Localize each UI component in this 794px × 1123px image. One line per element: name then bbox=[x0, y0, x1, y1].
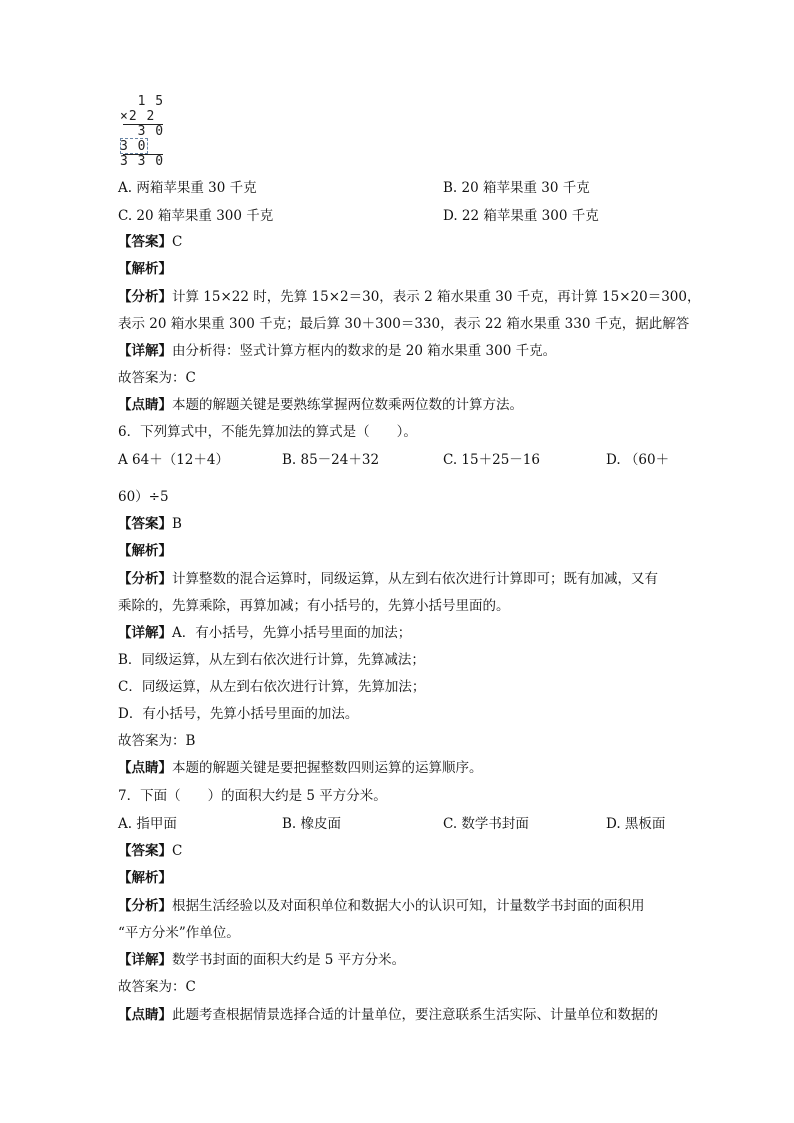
q5-dianjing bbox=[118, 395, 523, 415]
q6-dianjing bbox=[118, 758, 483, 778]
q5-analysis-heading bbox=[118, 259, 172, 279]
dianjing-tag: 【点睛】 bbox=[118, 397, 172, 413]
dianjing-text: 本题的解题关键是要把握整数四则运算的运算顺序。 bbox=[172, 760, 483, 776]
vertical-row-multiplier: ×2 2 bbox=[120, 109, 156, 124]
xiangjie-text: A．有小括号，先算小括号里面的加法； bbox=[172, 625, 412, 641]
q5-option-d: D. 22 箱苹果重 300 千克 bbox=[443, 208, 599, 224]
q7-dianjing bbox=[118, 1005, 658, 1025]
q6-final-answer: 故答案为：B bbox=[118, 733, 196, 749]
xiangjie-tag: 【详解】 bbox=[118, 343, 172, 359]
q7-fenxi-line-1 bbox=[118, 896, 645, 916]
vertical-row-partial-1: 3 0 bbox=[120, 124, 165, 139]
answer-value: C bbox=[172, 234, 183, 250]
q6-option-d: D. （60＋ bbox=[606, 452, 670, 468]
q6-option-b: B. 85－24＋32 bbox=[282, 452, 380, 468]
fenxi-tag: 【分析】 bbox=[118, 898, 172, 914]
q7-xiangjie bbox=[118, 950, 405, 970]
dianjing-text: 本题的解题关键是要熟练掌握两位数乘两位数的计算方法。 bbox=[172, 397, 523, 413]
q7-stem: 7．下面（ ）的面积大约是 5 平方分米。 bbox=[118, 788, 387, 804]
q7-option-c: C. 数学书封面 bbox=[443, 816, 529, 832]
vertical-row-product: 3 3 0 bbox=[120, 154, 165, 169]
q5-answer bbox=[118, 232, 182, 252]
analysis-tag: 【解析】 bbox=[118, 543, 172, 559]
q5-final-answer: 故答案为：C bbox=[118, 370, 196, 386]
q6-option-c: C. 15＋25－16 bbox=[443, 452, 540, 468]
q7-answer bbox=[118, 841, 182, 861]
answer-tag: 【答案】 bbox=[118, 234, 172, 250]
q6-fenxi-line-2: 乘除的，先算乘除，再算加减；有小括号的，先算小括号里面的。 bbox=[118, 598, 510, 614]
q6-xiangjie-line-2: B．同级运算，从左到右依次进行计算，先算减法； bbox=[118, 652, 425, 668]
analysis-tag: 【解析】 bbox=[118, 261, 172, 277]
q5-option-c: C. 20 箱苹果重 300 千克 bbox=[118, 208, 274, 224]
q7-fenxi-line-2: “平方分米”作单位。 bbox=[118, 925, 240, 941]
q7-option-d: D. 黑板面 bbox=[606, 816, 666, 832]
dianjing-text: 此题考查根据情景选择合适的计量单位，要注意联系生活实际、计量单位和数据的 bbox=[172, 1007, 658, 1023]
q6-fenxi-line-1 bbox=[118, 569, 658, 589]
q6-xiangjie-line-4: D．有小括号，先算小括号里面的加法。 bbox=[118, 706, 359, 722]
vertical-row-multiplicand: 1 5 bbox=[120, 94, 165, 109]
answer-value: B bbox=[172, 516, 182, 532]
fenxi-text: 计算 15×22 时，先算 15×2＝30，表示 2 箱水果重 30 千克，再计算 15×20＝300， bbox=[172, 289, 701, 305]
answer-value: C bbox=[172, 843, 183, 859]
fenxi-text: 计算整数的混合运算时，同级运算，从左到右依次进行计算即可；既有加减，又有 bbox=[172, 571, 658, 587]
q6-xiangjie-line-1 bbox=[118, 623, 411, 643]
fenxi-text: 根据生活经验以及对面积单位和数据大小的认识可知，计量数学书封面的面积用 bbox=[172, 898, 645, 914]
q7-analysis-heading bbox=[118, 868, 172, 888]
q6-option-a: A 64＋（12＋4） bbox=[118, 452, 229, 468]
q5-fenxi-line-1 bbox=[118, 287, 700, 307]
q6-option-d-continued: 60）÷5 bbox=[118, 489, 169, 505]
xiangjie-tag: 【详解】 bbox=[118, 625, 172, 641]
answer-tag: 【答案】 bbox=[118, 516, 172, 532]
dianjing-tag: 【点睛】 bbox=[118, 1007, 172, 1023]
dianjing-tag: 【点睛】 bbox=[118, 760, 172, 776]
analysis-tag: 【解析】 bbox=[118, 870, 172, 886]
xiangjie-tag: 【详解】 bbox=[118, 952, 172, 968]
xiangjie-text: 由分析得：竖式计算方框内的数求的是 20 箱水果重 300 千克。 bbox=[172, 343, 557, 359]
fenxi-tag: 【分析】 bbox=[118, 571, 172, 587]
q5-xiangjie bbox=[118, 341, 556, 361]
q7-final-answer: 故答案为：C bbox=[118, 979, 196, 995]
q5-option-b: B. 20 箱苹果重 30 千克 bbox=[443, 180, 590, 196]
q6-answer bbox=[118, 514, 182, 534]
q7-option-a: A. 指甲面 bbox=[118, 816, 177, 832]
q5-option-a: A. 两箱苹果重 30 千克 bbox=[118, 180, 257, 196]
xiangjie-text: 数学书封面的面积大约是 5 平方分米。 bbox=[172, 952, 406, 968]
answer-tag: 【答案】 bbox=[118, 843, 172, 859]
vertical-row-partial-2: 3 0 bbox=[120, 139, 147, 154]
q5-fenxi-line-2: 表示 20 箱水果重 300 千克；最后算 30＋300＝330，表示 22 箱水果重 330 千克，据此解答 bbox=[118, 316, 690, 332]
fenxi-tag: 【分析】 bbox=[118, 289, 172, 305]
q6-analysis-heading bbox=[118, 541, 172, 561]
q6-xiangjie-line-3: C．同级运算，从左到右依次进行计算，先算加法； bbox=[118, 679, 426, 695]
q6-stem: 6．下列算式中，不能先算加法的算式是（ ）。 bbox=[118, 424, 417, 440]
q7-option-b: B. 橡皮面 bbox=[282, 816, 342, 832]
